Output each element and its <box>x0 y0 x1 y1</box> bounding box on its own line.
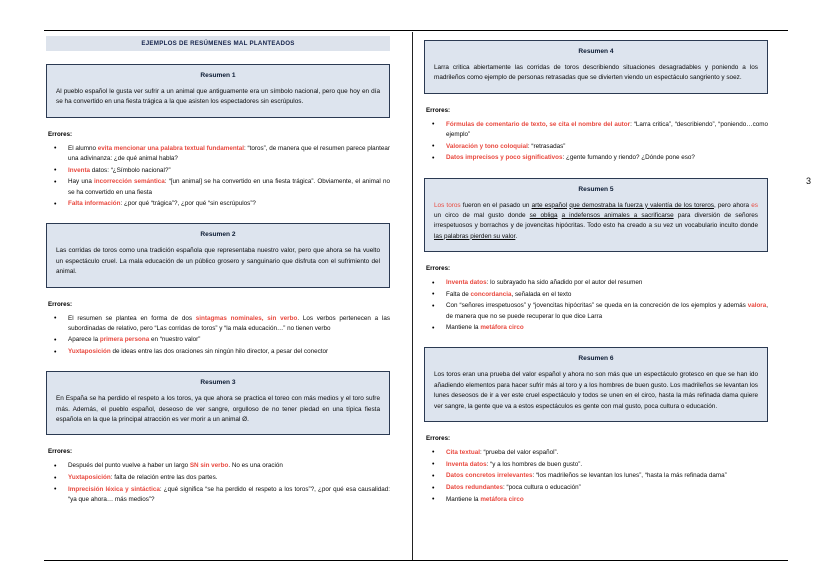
text-run: : “retrasadas” <box>527 142 566 150</box>
text-run: , pero ahora <box>713 201 752 209</box>
text-run: Cita textual <box>446 448 480 456</box>
resumen-box-1 <box>46 64 390 118</box>
text-run: las palabras pierden su valor <box>434 232 516 240</box>
errores-list-5 <box>424 278 768 333</box>
text-run: Aparece la <box>68 336 100 344</box>
text-run: : “poca cultura o educación” <box>503 484 581 491</box>
text-run: , de manera que no se puede recuperar lo que dice Larra <box>446 302 768 320</box>
errores-label-6: Errores: <box>426 434 451 442</box>
text-run: : ¿qué significa “se ha perdido el respeto a los toros”?, ¿por qué esa causalidad: “ya que ahora… más medios”? <box>68 485 390 503</box>
text-run: en “nuestro valor” <box>149 336 201 344</box>
text-run: datos: “¿Símbolo nacional?” <box>90 166 171 174</box>
text-run: . No es una oración <box>228 462 283 470</box>
errores-list-4 <box>424 120 768 164</box>
text-run: Inventa datos <box>446 279 487 286</box>
errores-label-4: Errores: <box>426 106 451 114</box>
resumen-box-5 <box>424 178 768 253</box>
text-run: : “[un animal] se ha convertido en una fiesta trágica”. Obviamente, el animal no se ha convertido en una fiesta <box>68 178 390 196</box>
text-run: evita mencionar una palabra textual fundamental <box>97 144 245 152</box>
resumen-text-6: Los toros eran una prueba del valor español y ahora no son más que un espectáculo grotesco en que se han ido añadiendo elementos para hacer sufrir más al toro y a los hombres de buen gusto. Los madrileños se levantan los lunes deseosos de ir a ver este cruel espectáculo y todos se unen en el circo, hasta la más refinada dama quiere ver sangre, la gente que va a estos espectáculos es gente con mal gusto, poca cultura o educación. <box>434 371 758 410</box>
error-list-item <box>424 460 768 470</box>
error-list-item <box>46 177 390 197</box>
text-run: Yuxtaposición <box>68 348 111 356</box>
error-list-item <box>424 495 768 505</box>
text-run: El resumen se plantea en forma de dos <box>68 314 196 322</box>
text-run: , señalada en el texto <box>511 290 572 298</box>
error-list-item <box>424 142 768 152</box>
text-run: : falta de relación entre las dos partes. <box>110 474 218 482</box>
error-list-item <box>424 153 768 163</box>
text-run: primera persona <box>99 336 150 344</box>
text-run: es <box>751 201 758 209</box>
resumen-title-4: Resumen 4 <box>578 48 614 55</box>
page-number: 3 <box>806 176 812 186</box>
resumen-box-3 <box>46 371 390 435</box>
error-list-item <box>46 485 390 505</box>
errores-label-1: Errores: <box>48 130 73 138</box>
error-list-item <box>424 301 768 321</box>
resumen-text-4: Larra critica abiertamente las corridas de toros describiendo situaciones desagradables y poniendo a los madrileños como ejemplo de personas retrasadas que se divierten viendo un espectáculo sangriento y soez. <box>434 64 758 82</box>
right-column <box>424 36 768 519</box>
text-run: a indefensos animales a sacrificarse <box>561 211 674 219</box>
error-list-item <box>424 278 768 288</box>
error-list-item <box>46 144 390 164</box>
error-list-item <box>424 120 768 140</box>
error-list-item <box>46 347 390 357</box>
error-list-item <box>46 461 390 471</box>
error-list-item <box>46 166 390 176</box>
text-run: . Los verbos pertenecen a las subordinadas de relativo, pero “Las corridas de toros” y “la mala educación…” no tienen verbo <box>68 314 390 332</box>
error-list-item <box>424 448 768 458</box>
error-list-item <box>46 335 390 345</box>
resumen-box-6 <box>424 347 768 422</box>
text-run: metáfora circo <box>480 495 524 503</box>
resumen-text-2: Las corridas de toros como una tradición española que representaba nuestro valor, pero que ahora se ha vuelto un espectáculo cruel. La mala educación de un público grosero y sanguinario que disfruta con el sufrimiento del animal. <box>56 247 380 276</box>
errores-label-5: Errores: <box>426 265 451 272</box>
error-list-item <box>424 483 768 493</box>
text-run: Falta información <box>68 200 121 208</box>
error-list-item <box>424 471 768 481</box>
error-list-item <box>424 323 768 333</box>
text-run: para diversión de señores irrespetuosos y borrachos y de jovencitas hipócritas. Todo esto ha creado a su vez un vocabulario inculto donde <box>434 211 759 230</box>
errores-list-2 <box>46 314 390 358</box>
text-run: Hay una <box>68 178 95 186</box>
text-run: metáfora circo <box>480 324 524 332</box>
text-run: : lo subrayado ha sido añadido por el autor del resumen <box>486 279 643 286</box>
resumen-text-5 <box>434 201 758 243</box>
text-run: incorrección semántica <box>94 178 165 186</box>
error-list-item <box>424 290 768 300</box>
text-run: : ¿por qué “trágica”?, ¿por qué “sin escrúpulos”? <box>120 200 256 208</box>
text-run: fueron en el pasado un <box>460 201 532 209</box>
errores-label-3: Errores: <box>48 448 73 456</box>
resumen-box-4 <box>424 40 768 94</box>
error-list-item <box>46 314 390 334</box>
text-run: que demostraba la fuerza y valentía de los toreros <box>569 201 714 209</box>
text-run: de ideas entre las dos oraciones sin ningún hilo director, a pesar del conector <box>110 348 329 356</box>
resumen-text-3: En España se ha perdido el respeto a los toros, ya que ahora se practica el toreo con más medios y el toro sufre más. Además, el pueblo español, deseoso de ver sangre, orgulloso de no tener piedad en una típica fiesta española en la que la principal atracción es ver morir a un animal Ø. <box>56 395 380 423</box>
text-run: Los toros <box>434 201 461 209</box>
resumen-title-1: Resumen 1 <box>200 72 236 79</box>
text-run: : “los madrileños se levantan los lunes”, “hasta la más refinada dama” <box>532 472 727 480</box>
text-run: Falta de <box>446 290 471 298</box>
text-run: : ¿gente fumando y riendo? ¿Dónde pone eso? <box>562 154 695 162</box>
text-run: Después del punto vuelve a haber un largo <box>68 462 190 470</box>
resumen-title-6: Resumen 6 <box>578 355 614 363</box>
text-run: se obliga <box>529 211 558 219</box>
text-run: : “y a los hombres de buen gusto”. <box>486 460 583 468</box>
left-column <box>46 36 390 519</box>
text-run: Inventa datos <box>446 460 487 468</box>
errores-list-3 <box>46 461 390 505</box>
text-run: Datos concretos irrelevantes <box>446 472 533 480</box>
text-run: El alumno <box>68 144 98 152</box>
text-run: concordancia <box>470 290 512 298</box>
text-run: Valoración y tono coloquial <box>446 142 528 150</box>
text-run: valora <box>747 302 767 310</box>
errores-list-6 <box>424 448 768 505</box>
errores-label-2: Errores: <box>48 300 73 308</box>
text-run: Con “señores irrespetuosos” y “jovencitas hipócritas” se queda en la concreción de los ejemplos y además <box>446 302 748 310</box>
text-run: Fórmulas de comentario de texto, se cita el nombre del autor <box>446 120 631 128</box>
errores-list-1 <box>46 144 390 210</box>
resumen-title-3: Resumen 3 <box>200 379 236 387</box>
text-run: Mantiene la <box>446 495 481 503</box>
resumen-text-1: Al pueblo español le gusta ver sufrir a un animal que antiguamente era un símbolo nacional, pero que hoy en día se ha convertido en una fiesta trágica a la que asisten los espectadores sin escrúpulos. <box>56 88 380 106</box>
error-list-item <box>46 199 390 209</box>
resumen-box-2 <box>46 223 390 287</box>
error-list-item <box>46 473 390 483</box>
text-run: Imprecisión léxica y sintáctica <box>68 485 160 493</box>
text-run: : “Larra critica”, “describiendo”, “poniendo…como ejemplo” <box>446 120 768 138</box>
text-run: Datos redundantes <box>446 484 504 491</box>
resumen-title-5: Resumen 5 <box>578 185 614 193</box>
resumen-title-2: Resumen 2 <box>200 231 236 239</box>
text-run: Datos imprecisos y poco significativos <box>446 154 563 162</box>
text-run: . <box>515 232 518 240</box>
text-run: un circo de mal gusto donde <box>434 211 530 219</box>
text-run: arte español <box>531 201 568 209</box>
text-run: Yuxtaposición <box>68 474 111 482</box>
text-run: SN sin verbo <box>189 462 229 470</box>
text-run: sintagmas nominales, sin verbo <box>195 314 298 322</box>
text-run: : “prueba del valor español”. <box>479 448 559 456</box>
text-run: Inventa <box>68 166 91 174</box>
document-banner-title: EJEMPLOS DE RESÚMENES MAL PLANTEADOS <box>46 36 390 51</box>
text-run: Mantiene la <box>446 324 481 332</box>
text-run: : “toros”, de manera que el resumen parece plantear una adivinanza: ¿de qué animal habla? <box>68 144 391 162</box>
